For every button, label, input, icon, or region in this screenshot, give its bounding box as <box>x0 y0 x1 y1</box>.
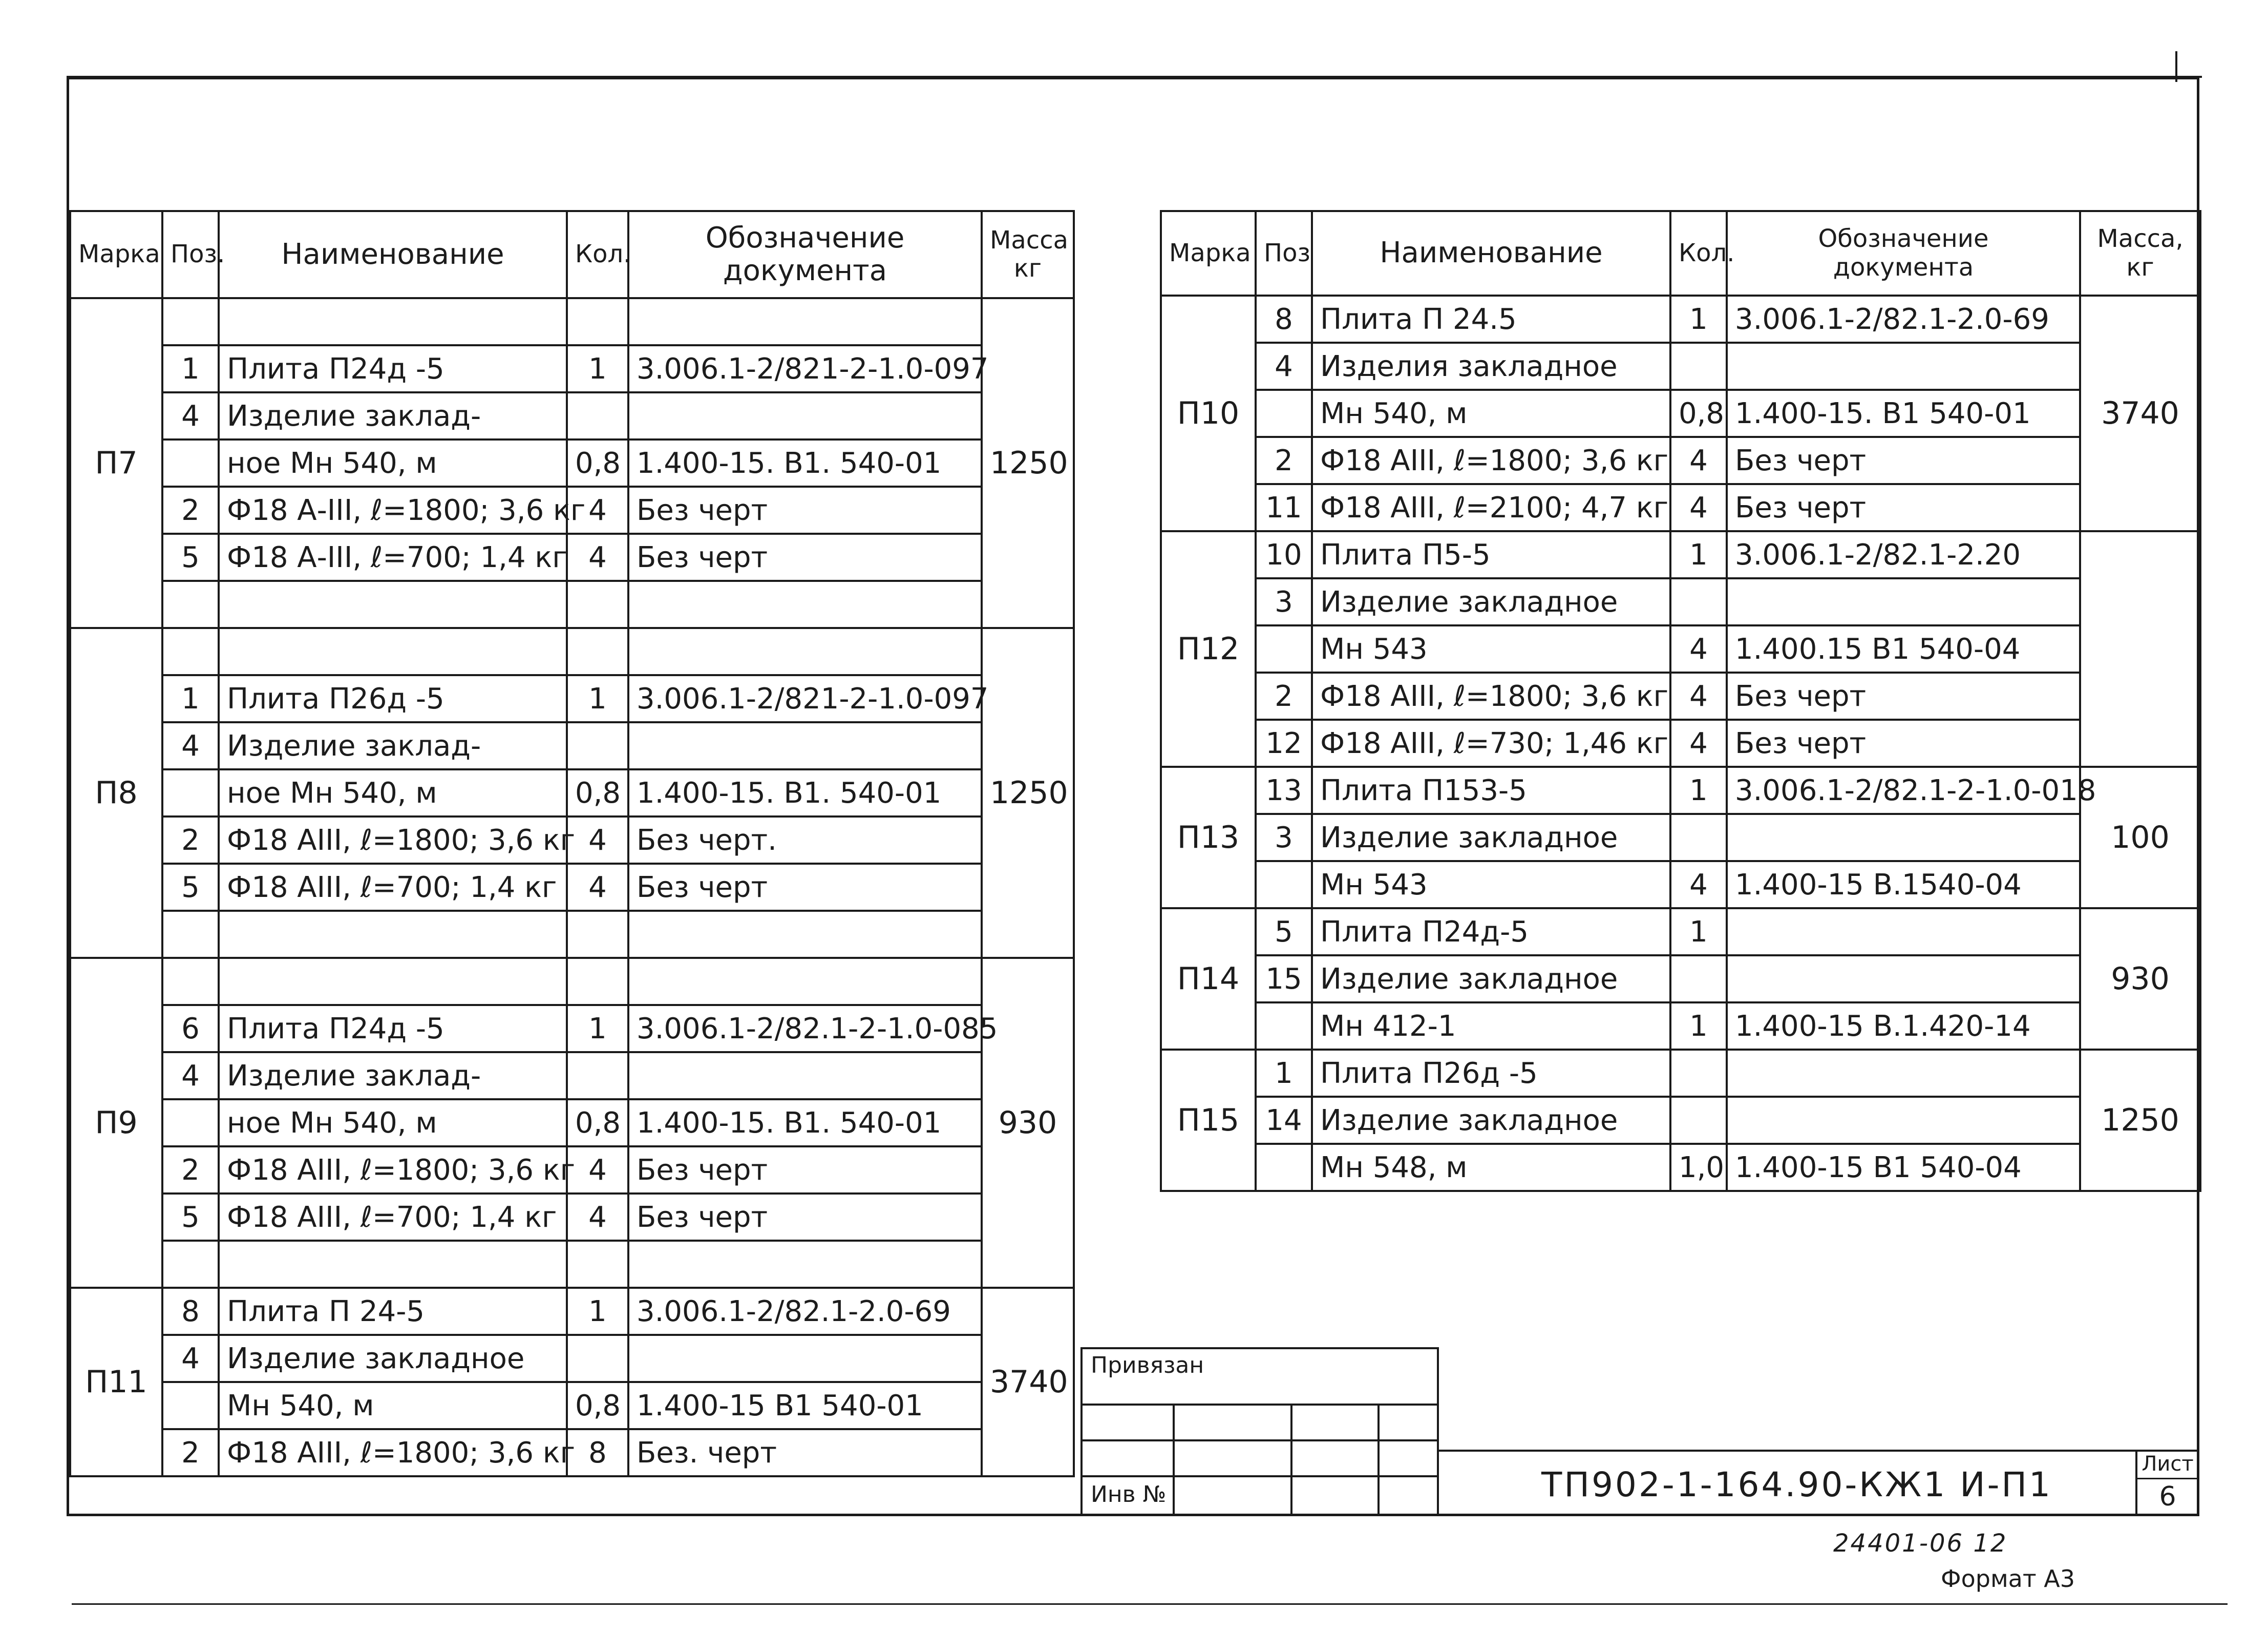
table-row <box>70 816 1074 864</box>
table-row <box>70 581 1074 628</box>
document-cell: 1.400-15 В1 540-01 <box>628 1382 982 1429</box>
document-cell <box>628 298 982 345</box>
table-row <box>70 1052 1074 1099</box>
position-cell: 2 <box>162 487 219 534</box>
table-row <box>70 1335 1074 1382</box>
name-cell: Ф18 АIII, ℓ=700; 1,4 кг <box>219 864 567 911</box>
sheet-label: Лист <box>2142 1452 2194 1476</box>
binding-row-3 <box>1080 1475 1439 1477</box>
document-cell: 1.400-15 В.1540-04 <box>1727 861 2080 908</box>
mass-cell: 1250 <box>982 298 1074 628</box>
quantity-cell <box>567 628 628 675</box>
table-row <box>1161 390 2200 437</box>
document-cell <box>628 722 982 769</box>
right-table-body <box>1161 296 2200 1191</box>
quantity-cell: 8 <box>567 1429 628 1476</box>
table-row <box>1161 578 2200 625</box>
position-cell: 8 <box>162 1288 219 1335</box>
table-row <box>70 1005 1074 1052</box>
right-header-mass-line2: кг <box>2126 253 2154 282</box>
left-header-doc-line1: Обозначение <box>705 221 905 255</box>
mark-cell: П11 <box>70 1288 162 1476</box>
document-cell <box>1727 578 2080 625</box>
position-cell: 2 <box>162 1429 219 1476</box>
position-cell <box>162 439 219 487</box>
document-cell: Без черт <box>628 1194 982 1241</box>
title-block <box>1080 1347 2199 1516</box>
right-header-qty: Кол. <box>1670 211 1727 296</box>
position-cell: 5 <box>1256 908 1312 955</box>
document-cell: Без. черт <box>628 1429 982 1476</box>
archive-number: 24401-06 12 <box>1833 1529 2008 1558</box>
position-cell: 4 <box>162 1052 219 1099</box>
quantity-cell: 4 <box>567 534 628 581</box>
position-cell: 2 <box>162 1146 219 1194</box>
name-cell: Плита П24д-5 <box>1312 908 1670 955</box>
table-row <box>1161 955 2200 1002</box>
table-row <box>1161 814 2200 861</box>
quantity-cell <box>567 1241 628 1288</box>
table-row <box>70 487 1074 534</box>
quantity-cell <box>567 722 628 769</box>
quantity-cell <box>1670 814 1727 861</box>
position-cell: 1 <box>162 675 219 722</box>
quantity-cell: 1 <box>567 675 628 722</box>
frame-right-mark <box>2175 51 2177 82</box>
document-cell <box>628 1335 982 1382</box>
quantity-cell: 1 <box>567 1005 628 1052</box>
position-cell <box>162 769 219 816</box>
quantity-cell <box>567 911 628 958</box>
position-cell: 1 <box>1256 1050 1312 1097</box>
table-row <box>70 911 1074 958</box>
quantity-cell <box>1670 1050 1727 1097</box>
left-specification-table <box>69 210 1075 1477</box>
position-cell <box>162 1241 219 1288</box>
position-cell <box>162 911 219 958</box>
name-cell: ное Мн 540, м <box>219 1099 567 1146</box>
quantity-cell: 4 <box>1670 720 1727 767</box>
name-cell <box>219 1241 567 1288</box>
name-cell: Ф18 А-III, ℓ=1800; 3,6 кг <box>219 487 567 534</box>
document-cell: Без черт <box>628 1146 982 1194</box>
right-header-doc-line2: документа <box>1833 253 1974 282</box>
position-cell: 14 <box>1256 1097 1312 1144</box>
quantity-cell: 0,8 <box>1670 390 1727 437</box>
quantity-cell: 4 <box>567 1146 628 1194</box>
name-cell: Изделие закладное <box>1312 955 1670 1002</box>
table-row <box>70 1288 1074 1335</box>
document-cell: Без черт <box>1727 484 2080 531</box>
binding-col-1 <box>1173 1404 1175 1516</box>
quantity-cell <box>567 958 628 1005</box>
table-row <box>70 722 1074 769</box>
document-cell: 1.400.15 В1 540-04 <box>1727 625 2080 673</box>
position-cell: 2 <box>162 816 219 864</box>
quantity-cell: 4 <box>567 487 628 534</box>
right-header-doc <box>1727 211 2080 296</box>
document-cell: Без черт <box>628 864 982 911</box>
inventory-label: Инв № <box>1091 1481 1167 1508</box>
name-cell: Изделия закладное <box>1312 343 1670 390</box>
position-cell <box>1256 625 1312 673</box>
binding-row-1 <box>1080 1404 1439 1406</box>
name-cell: Плита П5-5 <box>1312 531 1670 578</box>
position-cell <box>162 628 219 675</box>
name-cell: Плита П26д -5 <box>1312 1050 1670 1097</box>
right-specification-table <box>1160 210 2201 1192</box>
quantity-cell <box>1670 1097 1727 1144</box>
bottom-cut-line <box>72 1603 2228 1605</box>
table-row <box>70 1146 1074 1194</box>
left-header-doc <box>628 211 982 298</box>
name-cell: Изделие заклад- <box>219 722 567 769</box>
position-cell: 10 <box>1256 531 1312 578</box>
docnum-top-line <box>1439 1450 2199 1452</box>
document-cell: 3.006.1-2/82.1-2-1.0-085 <box>628 1005 982 1052</box>
mass-cell: 930 <box>982 958 1074 1288</box>
position-cell: 4 <box>162 722 219 769</box>
table-row <box>1161 437 2200 484</box>
quantity-cell <box>1670 343 1727 390</box>
left-header-mass-line2: кг <box>1013 254 1042 283</box>
quantity-cell: 0,8 <box>567 1099 628 1146</box>
quantity-cell: 4 <box>1670 673 1727 720</box>
left-header-pos: Поз. <box>162 211 219 298</box>
quantity-cell <box>1670 955 1727 1002</box>
position-cell: 5 <box>162 864 219 911</box>
position-cell: 3 <box>1256 814 1312 861</box>
table-row <box>70 1241 1074 1288</box>
position-cell <box>162 1099 219 1146</box>
document-cell <box>1727 955 2080 1002</box>
document-cell: 3.006.1-2/821-2-1.0-097 <box>628 345 982 392</box>
name-cell: Мн 412-1 <box>1312 1002 1670 1050</box>
quantity-cell: 1 <box>1670 296 1727 343</box>
quantity-cell <box>567 298 628 345</box>
quantity-cell <box>567 1335 628 1382</box>
document-cell <box>628 911 982 958</box>
name-cell: Ф18 АIII, ℓ=2100; 4,7 кг <box>1312 484 1670 531</box>
document-cell: 3.006.1-2/82.1-2.0-69 <box>1727 296 2080 343</box>
table-row <box>70 769 1074 816</box>
name-cell: Ф18 АIII, ℓ=1800; 3,6 кг <box>1312 673 1670 720</box>
right-header-name: Наименование <box>1312 211 1670 296</box>
quantity-cell: 0,8 <box>567 769 628 816</box>
left-header-row <box>70 211 1074 298</box>
quantity-cell: 4 <box>567 864 628 911</box>
position-cell: 11 <box>1256 484 1312 531</box>
document-cell: Без черт <box>1727 437 2080 484</box>
name-cell: Ф18 АIII, ℓ=1800; 3,6 кг <box>219 1146 567 1194</box>
document-cell <box>628 628 982 675</box>
top-frame-line <box>67 76 2202 78</box>
sheet-cell-line <box>2135 1478 2199 1479</box>
binding-row-2 <box>1080 1439 1439 1441</box>
quantity-cell <box>1670 578 1727 625</box>
document-number: ТП902-1-164.90-КЖ1 И-П1 <box>1541 1465 2053 1504</box>
quantity-cell: 1 <box>1670 908 1727 955</box>
quantity-cell: 1,0 <box>1670 1144 1727 1191</box>
name-cell: Ф18 АIII, ℓ=1800; 3,6 кг <box>219 816 567 864</box>
quantity-cell: 4 <box>567 816 628 864</box>
position-cell: 2 <box>1256 673 1312 720</box>
quantity-cell: 0,8 <box>567 1382 628 1429</box>
name-cell <box>219 958 567 1005</box>
mark-cell: П12 <box>1161 531 1256 767</box>
mark-cell: П7 <box>70 298 162 628</box>
quantity-cell: 1 <box>1670 531 1727 578</box>
document-cell <box>1727 1050 2080 1097</box>
quantity-cell: 0,8 <box>567 439 628 487</box>
document-cell: Без черт <box>628 534 982 581</box>
table-row <box>70 392 1074 439</box>
mark-cell: П9 <box>70 958 162 1288</box>
mass-cell: 100 <box>2080 767 2200 908</box>
table-row <box>1161 908 2200 955</box>
mass-cell: 1250 <box>2080 1050 2200 1191</box>
name-cell: ное Мн 540, м <box>219 769 567 816</box>
document-cell: 1.400-15. В1. 540-01 <box>628 769 982 816</box>
mark-cell: П15 <box>1161 1050 1256 1191</box>
table-row <box>1161 767 2200 814</box>
name-cell: Мн 548, м <box>1312 1144 1670 1191</box>
quantity-cell: 4 <box>1670 861 1727 908</box>
name-cell: ное Мн 540, м <box>219 439 567 487</box>
position-cell: 1 <box>162 345 219 392</box>
position-cell: 8 <box>1256 296 1312 343</box>
quantity-cell: 4 <box>1670 625 1727 673</box>
quantity-cell: 1 <box>1670 767 1727 814</box>
table-row <box>70 1194 1074 1241</box>
position-cell: 3 <box>1256 578 1312 625</box>
table-row <box>1161 343 2200 390</box>
table-row <box>1161 484 2200 531</box>
quantity-cell <box>567 1052 628 1099</box>
document-cell: Без черт <box>628 487 982 534</box>
name-cell: Мн 540, м <box>219 1382 567 1429</box>
right-header-pos: Поз <box>1256 211 1312 296</box>
name-cell <box>219 911 567 958</box>
quantity-cell: 4 <box>1670 484 1727 531</box>
position-cell <box>162 1382 219 1429</box>
document-cell: 1.400-15. В1. 540-01 <box>628 1099 982 1146</box>
name-cell: Ф18 АIII, ℓ=730; 1,46 кг <box>1312 720 1670 767</box>
name-cell: Плита П26д -5 <box>219 675 567 722</box>
document-cell: 3.006.1-2/821-2-1.0-097 <box>628 675 982 722</box>
table-row <box>1161 720 2200 767</box>
quantity-cell <box>567 581 628 628</box>
position-cell: 5 <box>162 1194 219 1241</box>
table-row <box>70 675 1074 722</box>
name-cell: Плита П 24.5 <box>1312 296 1670 343</box>
table-row <box>1161 625 2200 673</box>
table-row <box>1161 1050 2200 1097</box>
quantity-cell <box>567 392 628 439</box>
name-cell: Изделие закладное <box>219 1335 567 1382</box>
document-cell <box>1727 1097 2080 1144</box>
position-cell: 6 <box>162 1005 219 1052</box>
left-header-mark: Марка <box>70 211 162 298</box>
position-cell <box>162 958 219 1005</box>
document-cell <box>1727 343 2080 390</box>
name-cell: Мн 540, м <box>1312 390 1670 437</box>
position-cell: 15 <box>1256 955 1312 1002</box>
position-cell <box>1256 1002 1312 1050</box>
name-cell: Ф18 АIII, ℓ=700; 1,4 кг <box>219 1194 567 1241</box>
table-row <box>1161 531 2200 578</box>
mark-cell: П14 <box>1161 908 1256 1050</box>
document-cell <box>628 581 982 628</box>
binding-label: Привязан <box>1091 1352 1204 1378</box>
left-header-name: Наименование <box>219 211 567 298</box>
table-row <box>70 1099 1074 1146</box>
document-cell: 1.400-15 В1 540-04 <box>1727 1144 2080 1191</box>
position-cell <box>1256 861 1312 908</box>
name-cell: Мн 543 <box>1312 861 1670 908</box>
left-header-mass-line1: Масса <box>990 225 1069 255</box>
document-cell <box>628 1241 982 1288</box>
left-header-doc-line2: документа <box>723 254 887 287</box>
table-row <box>1161 1002 2200 1050</box>
right-header-mark: Марка <box>1161 211 1256 296</box>
name-cell <box>219 298 567 345</box>
table-row <box>70 439 1074 487</box>
right-header-row <box>1161 211 2200 296</box>
table-row <box>70 864 1074 911</box>
binding-col-3 <box>1377 1404 1380 1516</box>
document-cell <box>628 1052 982 1099</box>
name-cell: Плита П24д -5 <box>219 1005 567 1052</box>
mass-cell: 3740 <box>982 1288 1074 1476</box>
document-cell: 1.400-15. В1 540-01 <box>1727 390 2080 437</box>
mark-cell: П8 <box>70 628 162 958</box>
table-row <box>1161 1097 2200 1144</box>
left-header-mass <box>982 211 1074 298</box>
name-cell: Изделие заклад- <box>219 392 567 439</box>
name-cell: Ф18 А-III, ℓ=700; 1,4 кг <box>219 534 567 581</box>
quantity-cell: 4 <box>567 1194 628 1241</box>
position-cell <box>162 298 219 345</box>
table-row <box>1161 1144 2200 1191</box>
quantity-cell: 1 <box>567 345 628 392</box>
document-cell: 1.400-15. В1. 540-01 <box>628 439 982 487</box>
document-cell: Без черт. <box>628 816 982 864</box>
document-cell: 3.006.1-2/82.1-2.20 <box>1727 531 2080 578</box>
sheet-format: Формат А3 <box>1941 1565 2075 1593</box>
left-table-body <box>70 298 1074 1476</box>
table-row <box>70 345 1074 392</box>
name-cell <box>219 628 567 675</box>
name-cell: Плита П24д -5 <box>219 345 567 392</box>
document-cell <box>1727 908 2080 955</box>
sheet-number: 6 <box>2159 1481 2176 1512</box>
quantity-cell: 1 <box>1670 1002 1727 1050</box>
table-row <box>70 1429 1074 1476</box>
table-row <box>1161 296 2200 343</box>
mass-cell: 930 <box>2080 908 2200 1050</box>
document-cell <box>628 392 982 439</box>
right-header-mass-line1: Масса, <box>2097 224 2184 254</box>
document-cell: Без черт <box>1727 720 2080 767</box>
position-cell: 5 <box>162 534 219 581</box>
quantity-cell: 1 <box>567 1288 628 1335</box>
name-cell: Ф18 АIII, ℓ=1800; 3,6 кг <box>219 1429 567 1476</box>
position-cell: 4 <box>162 392 219 439</box>
position-cell <box>1256 390 1312 437</box>
name-cell: Плита П 24-5 <box>219 1288 567 1335</box>
mark-cell: П10 <box>1161 296 1256 531</box>
table-row <box>70 628 1074 675</box>
position-cell: 4 <box>1256 343 1312 390</box>
right-header-mass <box>2080 211 2200 296</box>
name-cell: Изделие закладное <box>1312 1097 1670 1144</box>
table-row <box>1161 673 2200 720</box>
name-cell: Изделие заклад- <box>219 1052 567 1099</box>
name-cell: Мн 543 <box>1312 625 1670 673</box>
mass-cell: 3740 <box>2080 296 2200 531</box>
name-cell: Изделие закладное <box>1312 578 1670 625</box>
position-cell: 12 <box>1256 720 1312 767</box>
position-cell: 2 <box>1256 437 1312 484</box>
quantity-cell: 4 <box>1670 437 1727 484</box>
position-cell <box>162 581 219 628</box>
binding-col-2 <box>1290 1404 1292 1516</box>
name-cell <box>219 581 567 628</box>
table-row <box>1161 861 2200 908</box>
left-header-qty: Кол. <box>567 211 628 298</box>
document-cell: 1.400-15 В.1.420-14 <box>1727 1002 2080 1050</box>
name-cell: Плита П153-5 <box>1312 767 1670 814</box>
document-cell: 3.006.1-2/82.1-2-1.0-018 <box>1727 767 2080 814</box>
mark-cell: П13 <box>1161 767 1256 908</box>
name-cell: Изделие закладное <box>1312 814 1670 861</box>
position-cell <box>1256 1144 1312 1191</box>
table-row <box>70 958 1074 1005</box>
name-cell: Ф18 АIII, ℓ=1800; 3,6 кг <box>1312 437 1670 484</box>
document-cell: Без черт <box>1727 673 2080 720</box>
mass-cell: 1250 <box>982 628 1074 958</box>
right-header-doc-line1: Обозначение <box>1818 224 1989 254</box>
table-row <box>70 1382 1074 1429</box>
document-cell <box>1727 814 2080 861</box>
document-cell <box>628 958 982 1005</box>
document-cell: 3.006.1-2/82.1-2.0-69 <box>628 1288 982 1335</box>
position-cell: 13 <box>1256 767 1312 814</box>
position-cell: 4 <box>162 1335 219 1382</box>
mass-cell <box>2080 531 2200 767</box>
table-row <box>70 534 1074 581</box>
table-row <box>70 298 1074 345</box>
